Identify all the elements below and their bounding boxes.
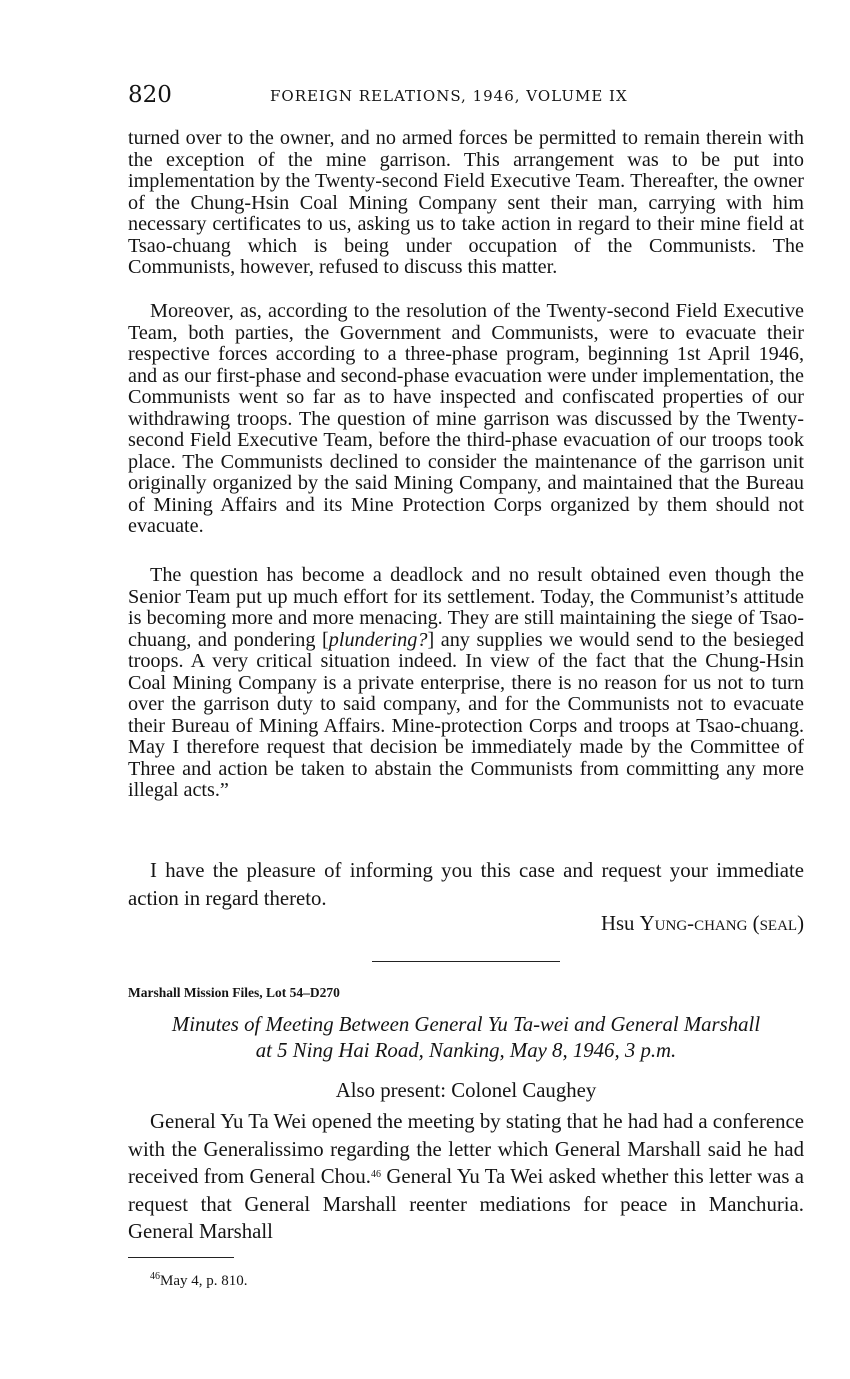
paragraph-5-part-a: General Yu Ta Wei opened the meeting by stating that he had had a conference with the Generalissimo regarding the letter which General Marshall said he had received from General Chou. xyxy=(128,1110,804,1188)
document-title xyxy=(128,1012,804,1064)
running-head: FOREIGN RELATIONS, 1946, VOLUME IX xyxy=(270,87,628,105)
paragraph-3 xyxy=(128,565,804,802)
signature xyxy=(601,912,804,936)
footnote-reference: 46 xyxy=(370,1169,381,1180)
paragraph-3-italic: plundering? xyxy=(328,628,428,651)
section-divider xyxy=(372,961,560,962)
signature-name-rest: Yung-chang xyxy=(639,912,748,935)
footnote-divider xyxy=(128,1257,234,1258)
page-number: 820 xyxy=(128,82,172,108)
paragraph-5 xyxy=(128,1108,804,1246)
paragraph-1: turned over to the owner, and no armed forces be permitted to remain therein with the exception of the mine garrison. This arrangement was to be put into implementation by the Twenty-second Field Executive Team. Thereafter, the owner of the Chung-Hsin Coal Mining Company sent their man, carrying with him necessary certificates to us, asking us to take action in regard to their mine field at Tsao-chuang which is being under occupation of the Communists. The Communists, however, refused to discuss this matter. xyxy=(128,127,804,278)
also-present: Also present: Colonel Caughey xyxy=(335,1079,597,1102)
document-title-line-1: Minutes of Meeting Between General Yu Ta-wei and General Marshall xyxy=(171,1013,761,1036)
footnote xyxy=(150,1273,248,1290)
signature-seal: (seal) xyxy=(752,912,804,935)
document-title-line-2: at 5 Ning Hai Road, Nanking, May 8, 1946, 3 p.m. xyxy=(255,1039,677,1062)
footnote-text: May 4, p. 810. xyxy=(160,1273,248,1289)
paragraph-2: Moreover, as, according to the resolution of the Twenty-second Field Executive Team, both parties, the Government and Communists, were to evacuate their respective forces according to a three-phase program, beginning 1st April 1946, and as our first-phase and second-phase evacuation were under implementation, the Communists went so far as to have inspected and confiscated properties of our withdrawing troops. The question of mine garrison was discussed by the Twenty-second Field Executive Team, before the third-phase evacuation of our troops took place. The Communists declined to consider the maintenance of the garrison unit originally organized by the said Mining Company, and maintained that the Bureau of Mining Affairs and its Mine Protection Corps organized by them should not evacuate. xyxy=(128,300,804,537)
paragraph-5-part-b: General Yu Ta Wei asked whether this letter was a request that General Marshall reenter mediations for peace in Manchuria. General Marshall xyxy=(128,1165,804,1243)
signature-name-first: Hsu xyxy=(600,912,640,935)
page-header xyxy=(128,82,804,112)
paragraph-4: I have the pleasure of informing you this case and request your immediate action in regard thereto. xyxy=(128,859,804,910)
source-note: Marshall Mission Files, Lot 54–D270 xyxy=(128,985,340,1000)
paragraph-3-part-a: The question has become a deadlock and no result obtained even though the Senior Team put up much effort for its settlement. Today, the Communist’s attitude is becoming more and more menacing. They are still maintaining the siege of Tsao-chuang, and pondering [ xyxy=(128,564,804,651)
footnote-marker: 46 xyxy=(150,1271,160,1282)
paragraph-3-part-b: ] any supplies we would send to the besieged troops. A very critical situation indeed. In view of the fact that the Chung-Hsin Coal Mining Company is a private enterprise, there is no reason for us not to turn over the garrison duty to said company, and for the Communists not to evacuate their Bureau of Mining Affairs. Mine-protection Corps and troops at Tsao-chuang. May I therefore request that decision be immediately made by the Committee of Three and action be taken to abstain the Communists from committing any more illegal acts.” xyxy=(128,628,804,801)
